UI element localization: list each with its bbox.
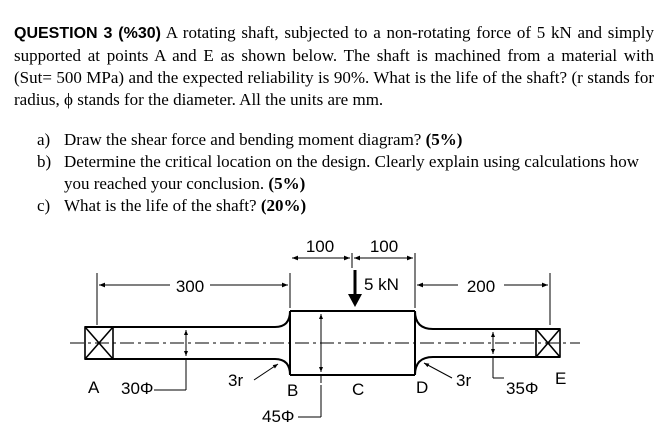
diameter-e-label: 35Φ — [506, 379, 539, 398]
diameter-b-label: 45Φ — [262, 407, 295, 426]
dim-300-label: 300 — [175, 277, 205, 296]
part-b-marks: (5%) — [268, 174, 306, 193]
part-c-text: What is the life of the shaft? — [64, 196, 261, 215]
point-e-label: E — [555, 369, 567, 388]
point-a-label: A — [88, 378, 100, 397]
part-b-text: Determine the critical location on the design. Clearly explain using calculations how you reached your conclusion. — [64, 152, 639, 193]
part-a-marks: (5%) — [425, 130, 463, 149]
dim-200-label: 200 — [466, 277, 496, 296]
dim-100-left-label: 100 — [305, 237, 335, 256]
fillet-left-label: 3r — [228, 371, 244, 390]
fillet-right-leader — [424, 363, 452, 378]
part-c-label: c) — [37, 196, 51, 215]
force-label: 5 kN — [364, 275, 399, 294]
question-heading: QUESTION 3 (%30) — [14, 25, 161, 42]
dim-100-right-label: 100 — [369, 237, 399, 256]
diameter-a-label: 30Φ — [121, 379, 154, 398]
force-arrow-icon — [348, 270, 362, 307]
part-b-label: b) — [37, 152, 52, 171]
fillet-right-label: 3r — [456, 371, 472, 390]
point-b-label: B — [287, 381, 299, 400]
point-d-label: D — [416, 378, 429, 397]
fillet-left-leader — [254, 364, 278, 380]
point-c-label: C — [352, 380, 365, 399]
part-a-text: Draw the shear force and bending moment diagram? — [64, 130, 426, 149]
part-a-label: a) — [37, 130, 51, 149]
part-c-marks: (20%) — [260, 196, 307, 215]
question-body: A rotating shaft, subjected to a non-rotating force of 5 kN and simply supported at points A and E as shown below. The shaft is machined from a material with (Sut= 500 MPa) and the expected reliability is 90%. What is the life of the shaft? (r stands for radius, ϕ stands for the diameter. All the units are mm. — [14, 23, 655, 109]
